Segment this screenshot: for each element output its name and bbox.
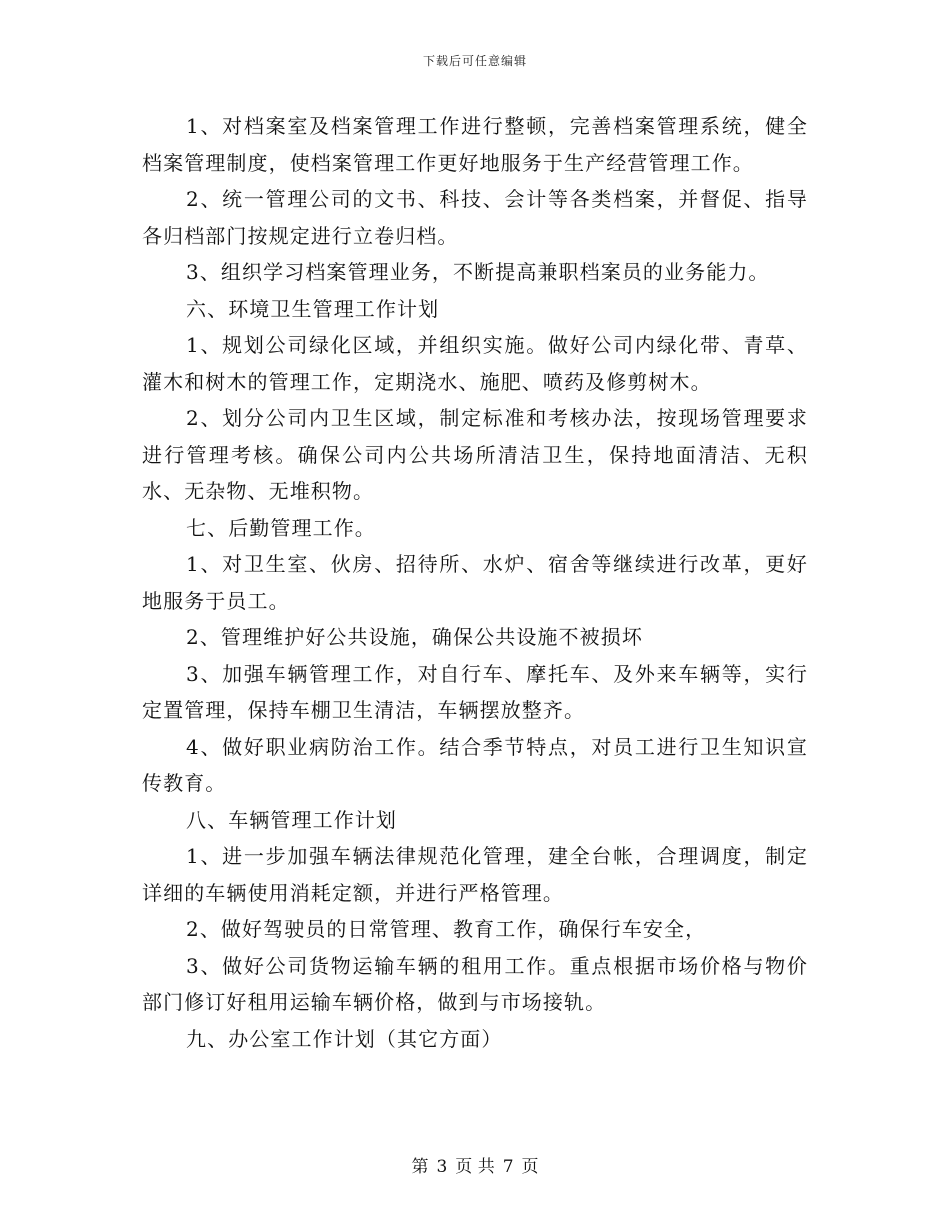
paragraph: 1、对档案室及档案管理工作进行整顿，完善档案管理系统，健全档案管理制度，使档案管理工作更好地服务于生产经营管理工作。 <box>142 114 808 175</box>
paragraph: 2、划分公司内卫生区域，制定标准和考核办法，按现场管理要求进行管理考核。确保公司内公共场所清洁卫生，保持地面清洁、无积水、无杂物、无堆积物。 <box>142 406 808 503</box>
footer-middle: 页 共 <box>455 1157 495 1177</box>
paragraph: 1、进一步加强车辆法律规范化管理，建全台帐，合理调度，制定详细的车辆使用消耗定额，并进行严格管理。 <box>142 844 808 905</box>
paragraph: 3、做好公司货物运输车辆的租用工作。重点根据市场价格与物价部门修订好租用运输车辆价格，做到与市场接轨。 <box>142 953 808 1014</box>
section-heading: 六、环境卫生管理工作计划 <box>186 296 440 321</box>
paragraph: 3、组织学习档案管理业务，不断提高兼职档案员的业务能力。 <box>186 260 770 284</box>
current-page-number: 3 <box>436 1157 448 1177</box>
page-footer <box>0 1152 950 1177</box>
page-header: 下载后可任意编辑 <box>422 54 527 68</box>
paragraph: 1、对卫生室、伙房、招待所、水炉、宿舍等继续进行改革，更好地服务于员工。 <box>142 552 808 613</box>
document-body <box>142 108 808 1057</box>
total-pages-number: 7 <box>502 1157 514 1177</box>
paragraph: 2、统一管理公司的文书、科技、会计等各类档案，并督促、指导各归档部门按规定进行立卷归档。 <box>142 187 808 248</box>
paragraph: 2、管理维护好公共设施，确保公共设施不被损坏 <box>186 625 643 649</box>
section-heading: 七、后勤管理工作。 <box>186 515 376 540</box>
paragraph: 3、加强车辆管理工作，对自行车、摩托车、及外来车辆等，实行定置管理，保持车棚卫生清洁，车辆摆放整齐。 <box>142 661 808 722</box>
paragraph: 2、做好驾驶员的日常管理、教育工作，确保行车安全， <box>186 917 707 941</box>
section-heading: 八、车辆管理工作计划 <box>186 807 397 832</box>
section-heading: 九、办公室工作计划（其它方面） <box>186 1026 503 1051</box>
footer-suffix: 页 <box>521 1157 539 1177</box>
paragraph: 1、规划公司绿化区域，并组织实施。做好公司内绿化带、青草、灌木和树木的管理工作，定期浇水、施肥、喷药及修剪树木。 <box>142 333 808 394</box>
paragraph: 4、做好职业病防治工作。结合季节特点，对员工进行卫生知识宣传教育。 <box>142 734 808 795</box>
footer-prefix: 第 <box>411 1157 429 1177</box>
